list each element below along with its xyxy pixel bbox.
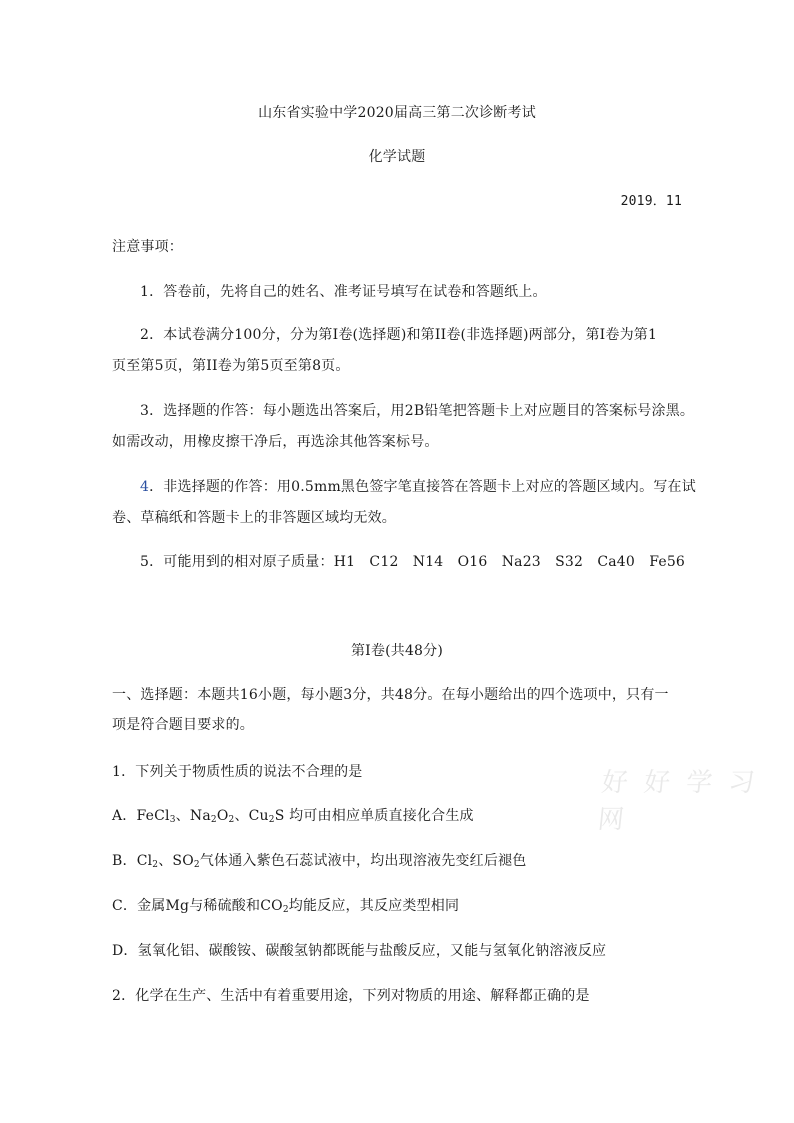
notice-item-4-line-1 (140, 478, 696, 496)
notice-item-4-line-2: 卷、草稿纸和答题卡上的非答题区域均无效。 (112, 510, 396, 526)
notice-item-2-line-1: 2．本试卷满分100分，分为第Ⅰ卷(选择题)和第II卷(非选择题)两部分，第Ⅰ卷为第1 (140, 327, 658, 343)
question-1-option-c (112, 897, 459, 915)
question-1-option-b (112, 852, 526, 870)
option-b-subscript: 2 (152, 860, 159, 870)
option-b-text: 、SO (158, 853, 194, 869)
option-a-subscript: 2 (228, 815, 235, 825)
question-1-stem: 1．下列关于物质性质的说法不合理的是 (112, 764, 363, 780)
option-b-subscript: 2 (193, 860, 200, 870)
section-intro-line-2: 项是符合题目要求的。 (112, 717, 254, 733)
notice-item-3-line-2: 如需改动，用橡皮擦干净后，再选涂其他答案标号。 (112, 434, 439, 450)
option-c-subscript: 2 (282, 905, 289, 915)
watermark: 好 好 学 习 网 (596, 768, 761, 835)
option-b-text: 气体通入紫色石蕊试液中，均出现溶液先变红后褪色 (199, 853, 527, 869)
option-c-text: C．金属Mg与稀硫酸和CO (112, 898, 283, 914)
exam-title: 山东省实验中学2020届高三第二次诊断考试 (258, 105, 536, 121)
option-c-text: 均能反应，其反应类型相同 (288, 898, 460, 914)
option-a-subscript: 2 (210, 815, 217, 825)
notice-item-1: 1．答卷前，先将自己的姓名、准考证号填写在试卷和答题纸上。 (140, 284, 547, 300)
section-title: 第Ⅰ卷(共48分) (350, 643, 444, 659)
notice-heading: 注意事项： (112, 239, 183, 255)
section-intro-line-1: 一、选择题：本题共16小题，每小题3分，共48分。在每小题给出的四个选项中，只有一 (112, 687, 669, 703)
subject-title: 化学试题 (368, 149, 426, 165)
question-1-option-d: D．氢氧化铝、碳酸铵、碳酸氢钠都既能与盐酸反应，又能与氢氧化钠溶液反应 (112, 943, 607, 959)
notice-item-4-text: ．非选择题的作答：用0.5mm黑色签字笔直接答在答题卡上对应的答题区域内。写在试 (149, 479, 696, 495)
option-a-text: 、Na (175, 808, 211, 824)
option-a-text: 、Cu (234, 808, 269, 824)
option-a-subscript: 3 (169, 815, 176, 825)
question-2-stem: 2．化学在生产、生活中有着重要用途，下列对物质的用途、解释都正确的是 (112, 988, 590, 1004)
notice-item-2-line-2: 页至第5页，第II卷为第5页至第8页。 (112, 358, 350, 374)
option-a-text: O (216, 808, 229, 824)
exam-date: 2019．11 (620, 194, 682, 209)
notice-item-3-line-1: 3．选择题的作答：每小题选出答案后，用2B铅笔把答题卡上对应题目的答案标号涂黑。 (140, 403, 695, 419)
notice-item-4-number: 4 (140, 479, 150, 495)
option-a-subscript: 2 (268, 815, 275, 825)
question-1-option-a (112, 807, 474, 825)
option-a-text: S 均可由相应单质直接化合生成 (274, 808, 474, 824)
notice-item-5: 5．可能用到的相对原子质量：H1 C12 N14 O16 Na23 S32 Ca40 Fe56 (140, 554, 686, 570)
option-b-text: B．Cl (112, 853, 153, 869)
option-a-text: A．FeCl (112, 808, 170, 824)
